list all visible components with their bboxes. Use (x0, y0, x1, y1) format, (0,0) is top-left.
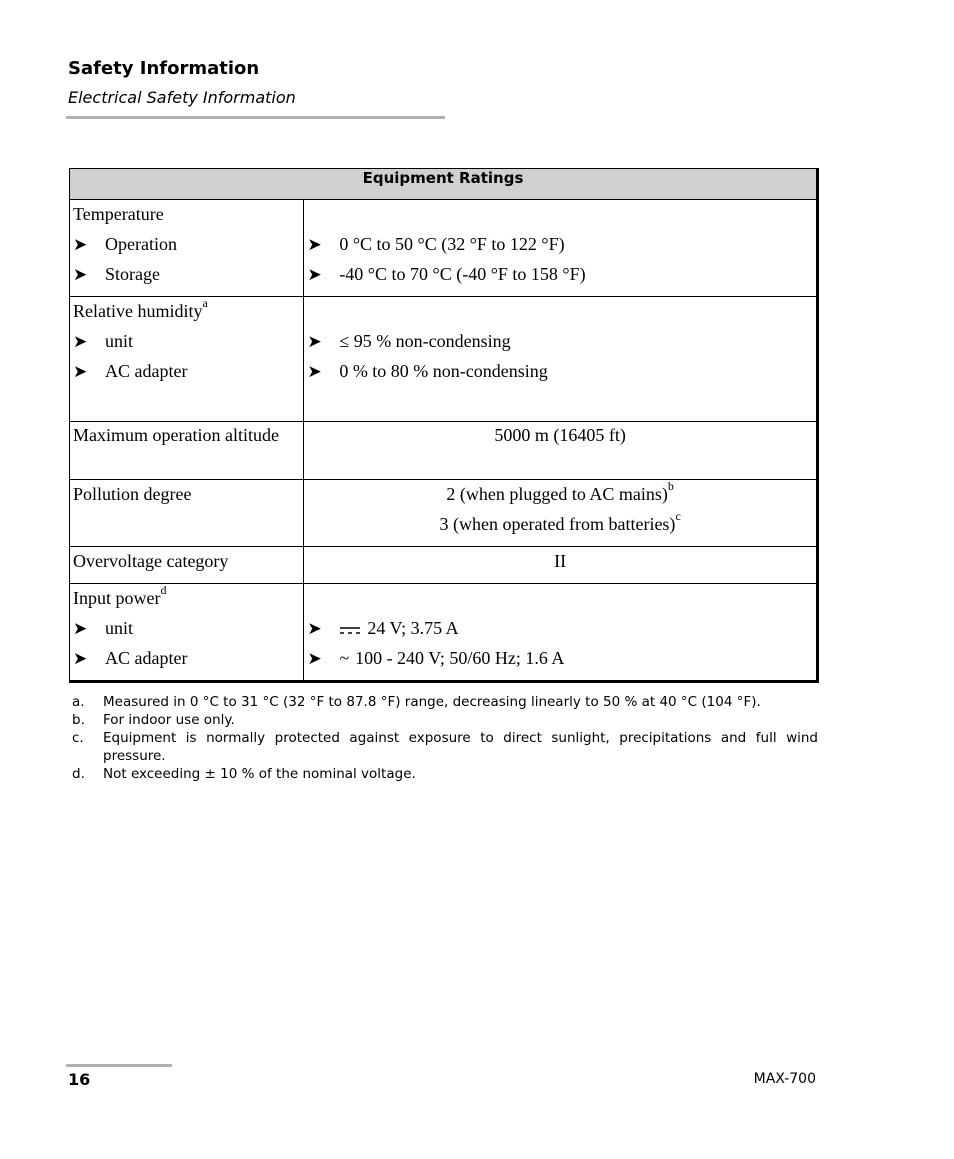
equipment-ratings-table (69, 168, 819, 683)
row-value: ≤ 95 % non-condensing (339, 331, 511, 351)
sub-label: Operation (105, 234, 177, 254)
row-value: 2 (when plugged to AC mains) (446, 484, 668, 504)
ac-icon: ~ (339, 648, 350, 668)
footnote-ref: b (667, 479, 674, 493)
table-row (70, 200, 818, 297)
row-value: 0 °C to 50 °C (32 °F to 122 °F) (339, 234, 565, 254)
page-number: 16 (68, 1070, 91, 1089)
bullet-icon: ➤ (73, 362, 88, 382)
table-row (70, 584, 818, 682)
bullet-icon: ➤ (73, 235, 88, 255)
row-label: Input power (73, 588, 161, 608)
row-value: 100 - 240 V; 50/60 Hz; 1.6 A (355, 648, 565, 668)
product-name: MAX-700 (753, 1071, 816, 1087)
bullet-icon: ➤ (73, 619, 88, 639)
row-value: 24 V; 3.75 A (367, 618, 459, 638)
row-value: 3 (when operated from batteries) (439, 514, 676, 534)
bullet-icon: ➤ (307, 649, 322, 669)
header-divider (66, 116, 445, 119)
table-row (70, 547, 818, 584)
bullet-icon: ➤ (73, 265, 88, 285)
sub-label: unit (105, 618, 134, 638)
dc-icon (339, 625, 361, 635)
section-subtitle: Electrical Safety Information (68, 88, 296, 107)
table-row (70, 422, 818, 480)
sub-label: AC adapter (105, 361, 188, 381)
bullet-icon: ➤ (73, 649, 88, 669)
table-title: Equipment Ratings (70, 169, 818, 200)
row-label: Overvoltage category (73, 551, 229, 571)
row-value: 5000 m (16405 ft) (494, 425, 626, 445)
row-label: Relative humidity (73, 301, 203, 321)
footnote: a. Measured in 0 °C to 31 °C (32 °F to 87.8 °F) range, decreasing linearly to 50 % at 40 °C (104 °F). (72, 694, 761, 710)
bullet-icon: ➤ (307, 332, 322, 352)
bullet-icon: ➤ (307, 235, 322, 255)
bullet-icon: ➤ (307, 265, 322, 285)
row-label: Pollution degree (73, 484, 192, 504)
footnotes (72, 693, 818, 783)
sub-label: unit (105, 331, 134, 351)
footnote: b. For indoor use only. (72, 712, 235, 728)
footer-divider (66, 1064, 172, 1067)
footnote-ref: c (675, 509, 681, 523)
row-value: 0 % to 80 % non-condensing (339, 361, 548, 381)
section-title: Safety Information (68, 58, 260, 79)
sub-label: Storage (105, 264, 160, 284)
table-row (70, 480, 818, 547)
bullet-icon: ➤ (73, 332, 88, 352)
bullet-icon: ➤ (307, 619, 322, 639)
bullet-icon: ➤ (307, 362, 322, 382)
sub-label: AC adapter (105, 648, 188, 668)
footnote: d. Not exceeding ± 10 % of the nominal voltage. (72, 766, 416, 782)
row-value: -40 °C to 70 °C (-40 °F to 158 °F) (339, 264, 586, 284)
footnote: c. Equipment is normally protected against exposure to direct sunlight, precipitations and full wind pressure. (72, 730, 818, 764)
row-label: Maximum operation altitude (73, 425, 279, 445)
footnote-ref: a (202, 296, 208, 310)
row-value: II (554, 551, 567, 571)
table-row (70, 297, 818, 422)
footnote-ref: d (160, 583, 167, 597)
row-label: Temperature (73, 204, 164, 224)
